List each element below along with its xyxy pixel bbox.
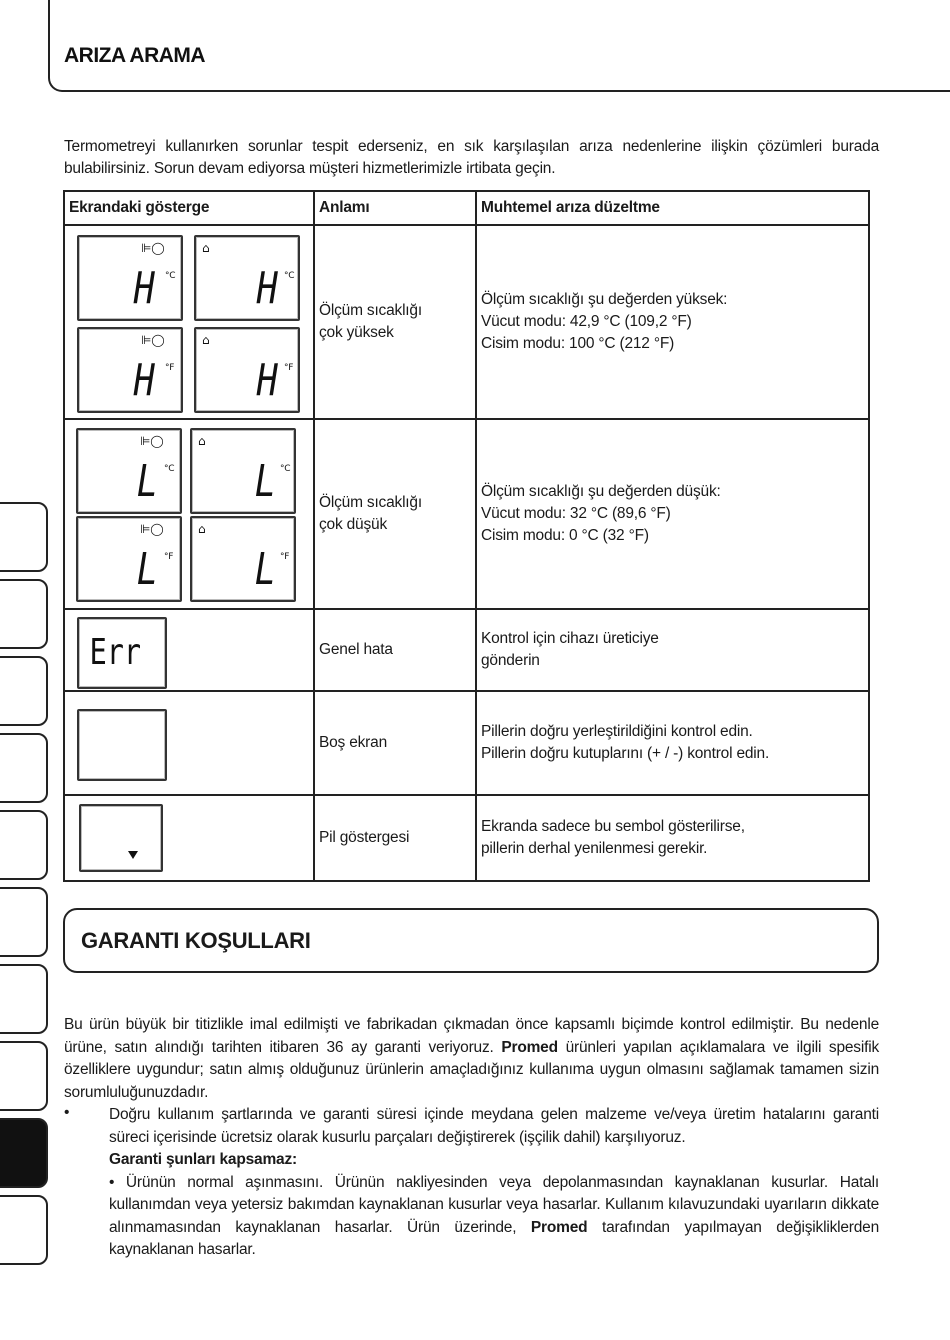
lcd-body-mode: [77, 327, 183, 413]
table-row: [64, 609, 869, 691]
fix-cell: [476, 609, 869, 691]
meaning-line: Genel hata: [319, 641, 393, 658]
lcd-digit: L: [136, 456, 158, 507]
side-tab[interactable]: [0, 579, 48, 649]
body-mode-icon: ⊫◯: [141, 333, 165, 347]
lcd-body-mode: [76, 516, 182, 602]
lcd-body-mode: [77, 235, 183, 321]
lcd-error-text: Err: [89, 632, 141, 673]
brand-name: Promed: [530, 1218, 588, 1236]
table-row: [64, 419, 869, 609]
lcd-display-group: [64, 225, 314, 419]
bullet-mark: •: [64, 1104, 70, 1121]
fix-line: Ekranda sadece bu sembol gösterilirse,: [481, 818, 745, 835]
body-mode-icon: ⊫◯: [141, 241, 165, 255]
fix-line: Pillerin doğru kutuplarını (+ / -) kontrol edin.: [481, 745, 770, 762]
excluded-heading: Garanti şunları kapsamaz:: [109, 1151, 297, 1168]
lcd-object-mode: [190, 428, 296, 514]
body-mode-icon: ⊫◯: [140, 434, 164, 448]
side-tab-active[interactable]: [0, 1118, 48, 1188]
battery-indicator-icon: [127, 850, 139, 860]
fix-line: Cisim modu: 100 °C (212 °F): [481, 335, 675, 352]
side-tab[interactable]: [0, 1195, 48, 1265]
side-tab[interactable]: [0, 1041, 48, 1111]
side-tab[interactable]: [0, 810, 48, 880]
object-mode-icon: ⌂: [198, 522, 206, 536]
fix-line: gönderin: [481, 652, 540, 669]
lcd-digit: H: [256, 263, 278, 314]
meaning-cell: [314, 225, 476, 419]
lcd-digit: H: [133, 355, 155, 406]
table-row: [64, 691, 869, 795]
lcd-digit: L: [254, 456, 276, 507]
fix-line: Pillerin doğru yerleştirildiğini kontrol edin.: [481, 723, 753, 740]
meaning-line: çok düşük: [319, 516, 387, 533]
fix-line: Vücut modu: 42,9 °C (109,2 °F): [481, 313, 692, 330]
meaning-cell: [314, 609, 476, 691]
side-tab[interactable]: [0, 964, 48, 1034]
lcd-unit: °C: [164, 464, 175, 474]
warranty-text: Bu ürün büyük bir titizlikle imal edilmişti ve fabrikadan çıkmadan önce kapsamlı biçimde kontrol edilmiştir. Bu nedenle ürüne, satın alındığı tarihten itibaren 36 ay garanti veriyoruz.: [64, 1016, 879, 1056]
side-tab[interactable]: [0, 656, 48, 726]
table-row: [64, 795, 869, 881]
lcd-object-mode: [190, 516, 296, 602]
lcd-display-group: [64, 691, 314, 795]
lcd-display-group: [64, 419, 314, 609]
side-tab[interactable]: [0, 733, 48, 803]
object-mode-icon: ⌂: [202, 241, 210, 255]
meaning-line: Pil göstergesi: [319, 829, 410, 846]
fix-line: Cisim modu: 0 °C (32 °F): [481, 527, 649, 544]
brand-name: Promed: [501, 1038, 558, 1056]
lcd-unit: °C: [280, 464, 291, 474]
warranty-paragraph: [64, 1014, 879, 1104]
meaning-cell: [314, 419, 476, 609]
meaning-line: Ölçüm sıcaklığı: [319, 494, 422, 511]
fix-cell: [476, 225, 869, 419]
lcd-display-group: [64, 795, 314, 881]
warranty-heading-box: [63, 908, 879, 973]
lcd-object-mode: [194, 327, 300, 413]
lcd-unit: °C: [284, 271, 295, 281]
table-row: [64, 225, 869, 419]
fix-line: Kontrol için cihazı üreticiye: [481, 630, 659, 647]
lcd-unit: °F: [284, 363, 294, 373]
excluded-text-part: tarafından yapılmayan değişikliklerden kaynaklanan hasarlar.: [109, 1218, 880, 1258]
lcd-body-mode: [76, 428, 182, 514]
column-header: Muhtemel arıza düzeltme: [476, 191, 869, 225]
warranty-title: GARANTI KOŞULLARI: [81, 928, 311, 953]
meaning-cell: [314, 691, 476, 795]
warranty-bullet: [109, 1104, 879, 1262]
meaning-line: Ölçüm sıcaklığı: [319, 302, 422, 319]
lcd-unit: °C: [165, 271, 176, 281]
side-tab[interactable]: [0, 887, 48, 957]
table-header-row: [64, 191, 869, 225]
lcd-digit: H: [133, 263, 155, 314]
lcd-unit: °F: [164, 552, 174, 562]
lcd-digit: H: [256, 355, 278, 406]
warranty-text: ürünleri yapılan açıklamalara ve ilgili spesifik özelliklere uygundur; satın almış olduğunuz ürünlerin amaçladığınız kullanıma uygun olmasını sağlamak tamamen sizin sorumluluğunuzdadır.: [64, 1038, 879, 1101]
troubleshooting-table: [63, 190, 870, 882]
object-mode-icon: ⌂: [198, 434, 206, 448]
fix-cell: [476, 691, 869, 795]
fix-line: Vücut modu: 32 °C (89,6 °F): [481, 505, 671, 522]
column-header: Anlamı: [314, 191, 476, 225]
lcd-digit: L: [254, 544, 276, 595]
lcd-digit: L: [136, 544, 158, 595]
meaning-line: Boş ekran: [319, 734, 387, 751]
lcd-display-group: [64, 609, 314, 691]
fix-cell: [476, 419, 869, 609]
lcd-object-mode: [194, 235, 300, 321]
object-mode-icon: ⌂: [202, 333, 210, 347]
fix-line: Ölçüm sıcaklığı şu değerden düşük:: [481, 483, 721, 500]
body-mode-icon: ⊫◯: [140, 522, 164, 536]
lcd-error: [77, 617, 167, 689]
side-tab[interactable]: [0, 502, 48, 572]
warranty-bullet-text: Doğru kullanım şartlarında ve garanti süresi içinde meydana gelen malzeme ve/veya üretim hatalarını garanti süreci içerisinde ücretsiz olarak kusurlu parçaları değiştirerek (işçilik dahil) karşılıyoruz.: [109, 1106, 879, 1146]
excluded-text: [109, 1172, 879, 1262]
fix-line: Ölçüm sıcaklığı şu değerden yüksek:: [481, 291, 728, 308]
excluded-text-part: • Ürünün normal aşınmasını. Ürünün nakliyesinden veya depolanmasından kaynaklanan kusurlar. Hatalı kullanımdan veya yetersiz bakımdan kaynaklanan kusurlar veya hasarlar. Kullanım kılavuzundaki uyarıların dikkate alınmamasından kaynaklanan hasarlar. Ürün üzerinde,: [109, 1173, 879, 1236]
fix-cell: [476, 795, 869, 881]
meaning-line: çok yüksek: [319, 324, 394, 341]
section-title: ARIZA ARAMA: [64, 44, 206, 67]
lcd-unit: °F: [165, 363, 175, 373]
intro-text: Termometreyi kullanırken sorunlar tespit ederseniz, en sık karşılaşılan arıza nedenlerine ilişkin çözümleri burada bulabilirsiniz. Sorun devam ediyorsa müşteri hizmetlerimizle irtibata geçin.: [64, 138, 879, 177]
fix-line: pillerin derhal yenilenmesi gerekir.: [481, 840, 708, 857]
meaning-cell: [314, 795, 476, 881]
column-header: Ekrandaki gösterge: [64, 191, 314, 225]
lcd-unit: °F: [280, 552, 290, 562]
lcd-blank: [77, 709, 167, 781]
lcd-battery: [79, 804, 163, 872]
